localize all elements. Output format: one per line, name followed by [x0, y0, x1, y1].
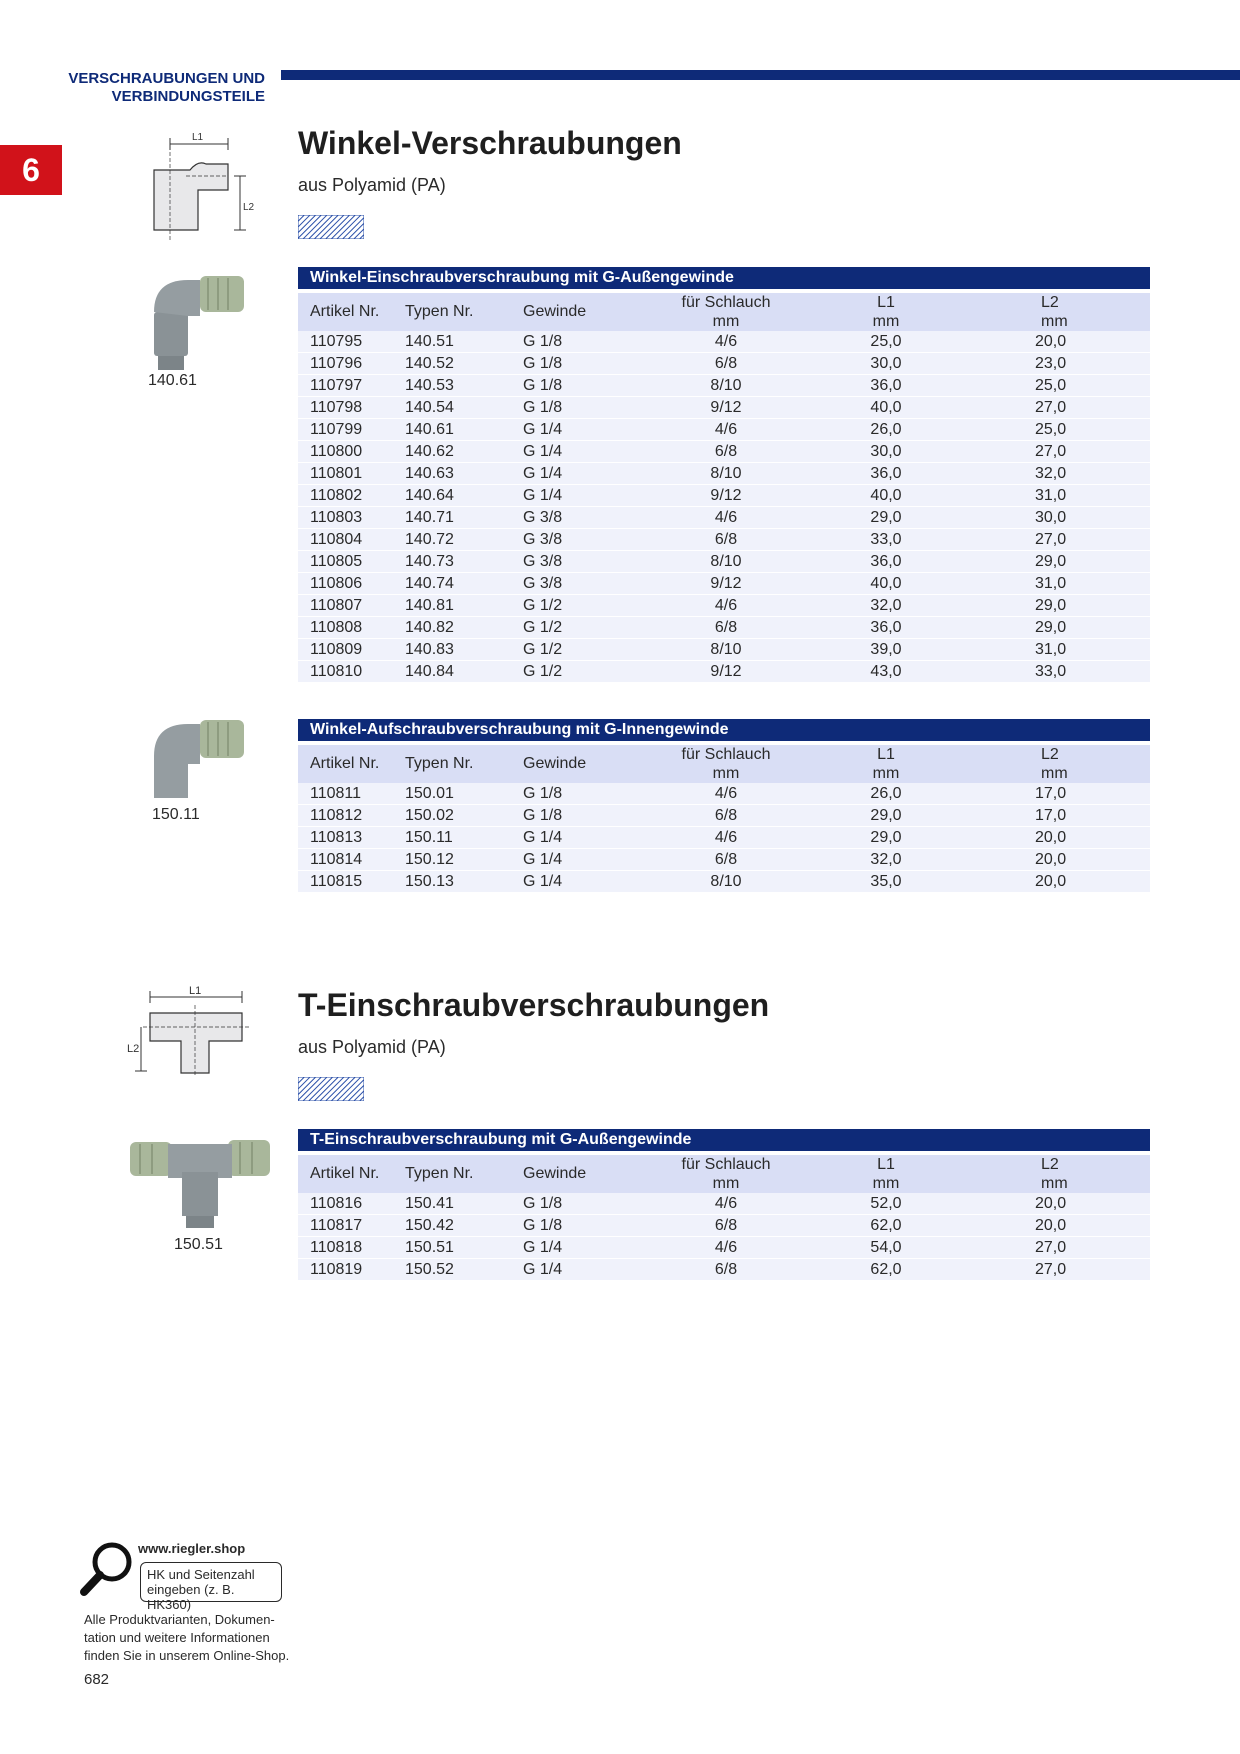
cell-gewinde: G 1/8 [511, 783, 661, 805]
cell-l1: 29,0 [791, 827, 981, 849]
cell-gewinde: G 3/8 [511, 573, 661, 595]
col-l2: L2 mm [981, 745, 1150, 783]
cell-typen: 150.42 [393, 1215, 511, 1237]
table-winkel-auf [298, 745, 1150, 893]
cell-artikel: 110803 [298, 507, 393, 529]
col-typen: Typen Nr. [393, 745, 511, 783]
table-row [298, 871, 1150, 893]
table-row [298, 353, 1150, 375]
cell-artikel: 110809 [298, 639, 393, 661]
col-schlauch: für Schlauch mm [661, 745, 791, 783]
cell-l2: 20,0 [981, 871, 1150, 893]
col-typen: Typen Nr. [393, 293, 511, 331]
cell-typen: 150.12 [393, 849, 511, 871]
cell-artikel: 110806 [298, 573, 393, 595]
cell-l1: 29,0 [791, 805, 981, 827]
table-t-ein [298, 1155, 1150, 1281]
col-artikel: Artikel Nr. [298, 1155, 393, 1193]
magnifier-icon[interactable] [78, 1540, 136, 1598]
cell-l2: 17,0 [981, 805, 1150, 827]
section-title-winkel: Winkel-Verschraubungen [298, 125, 682, 161]
drawing-l2-label-t: L2 [127, 1043, 140, 1055]
col-artikel: Artikel Nr. [298, 745, 393, 783]
search-hint-line-2: eingeben (z. B. HK360) [147, 1582, 235, 1612]
table-row [298, 1259, 1150, 1281]
cell-l2: 33,0 [981, 661, 1150, 683]
cell-schlauch: 4/6 [661, 1237, 791, 1259]
cell-l2: 30,0 [981, 507, 1150, 529]
cell-typen: 140.51 [393, 331, 511, 353]
table-row [298, 331, 1150, 353]
cell-artikel: 110799 [298, 419, 393, 441]
category-line-2: VERBINDUNGSTEILE [111, 88, 265, 105]
footer-note: Alle Produktvarianten, Dokumen- tation und weitere Informationen finden Sie in unserem Online-Shop. [84, 1612, 290, 1663]
table-title-winkel-auf: Winkel-Aufschraubverschraubung mit G-Innengewinde [298, 719, 1150, 741]
cell-l2: 20,0 [981, 849, 1150, 871]
cell-typen: 140.83 [393, 639, 511, 661]
table-row [298, 463, 1150, 485]
cell-l1: 32,0 [791, 849, 981, 871]
cell-l2: 27,0 [981, 441, 1150, 463]
cell-schlauch: 8/10 [661, 639, 791, 661]
section-subtitle-t: aus Polyamid (PA) [298, 1037, 446, 1057]
cell-gewinde: G 3/8 [511, 551, 661, 573]
cell-l2: 17,0 [981, 783, 1150, 805]
category-line-1: VERSCHRAUBUNGEN UND [68, 70, 265, 87]
table-row [298, 617, 1150, 639]
table-body-winkel-ein [298, 331, 1150, 683]
cell-typen: 150.11 [393, 827, 511, 849]
cell-artikel: 110798 [298, 397, 393, 419]
col-gewinde: Gewinde [511, 293, 661, 331]
cell-l1: 62,0 [791, 1215, 981, 1237]
table-row [298, 419, 1150, 441]
cell-artikel: 110812 [298, 805, 393, 827]
table-row [298, 507, 1150, 529]
cell-schlauch: 6/8 [661, 529, 791, 551]
table-row [298, 573, 1150, 595]
cell-typen: 140.63 [393, 463, 511, 485]
cell-l1: 62,0 [791, 1259, 981, 1281]
cell-schlauch: 6/8 [661, 353, 791, 375]
cell-typen: 150.01 [393, 783, 511, 805]
search-hint-box [140, 1562, 282, 1612]
cell-gewinde: G 1/4 [511, 463, 661, 485]
cell-typen: 140.82 [393, 617, 511, 639]
table-row [298, 595, 1150, 617]
cell-l2: 27,0 [981, 1237, 1150, 1259]
table-row [298, 1237, 1150, 1259]
cell-typen: 150.51 [393, 1237, 511, 1259]
table-body-winkel-auf [298, 783, 1150, 893]
col-l2: L2 mm [981, 293, 1150, 331]
cell-artikel: 110807 [298, 595, 393, 617]
table-row [298, 441, 1150, 463]
cell-l2: 27,0 [981, 529, 1150, 551]
col-l1: L1 mm [791, 293, 981, 331]
cell-schlauch: 6/8 [661, 1215, 791, 1237]
cell-gewinde: G 1/8 [511, 397, 661, 419]
cell-l1: 36,0 [791, 551, 981, 573]
cell-l2: 32,0 [981, 463, 1150, 485]
cell-l1: 33,0 [791, 529, 981, 551]
cell-l2: 25,0 [981, 419, 1150, 441]
cell-schlauch: 9/12 [661, 397, 791, 419]
cell-l2: 29,0 [981, 551, 1150, 573]
cell-gewinde: G 1/2 [511, 661, 661, 683]
cell-schlauch: 4/6 [661, 331, 791, 353]
cell-typen: 140.52 [393, 353, 511, 375]
cell-gewinde: G 1/8 [511, 331, 661, 353]
cell-l2: 20,0 [981, 827, 1150, 849]
cell-schlauch: 8/10 [661, 463, 791, 485]
cell-schlauch: 8/10 [661, 871, 791, 893]
table-row [298, 783, 1150, 805]
cell-l2: 27,0 [981, 1259, 1150, 1281]
cell-artikel: 110816 [298, 1193, 393, 1215]
col-typen: Typen Nr. [393, 1155, 511, 1193]
cell-gewinde: G 1/8 [511, 375, 661, 397]
cell-typen: 150.41 [393, 1193, 511, 1215]
cell-l1: 39,0 [791, 639, 981, 661]
cell-gewinde: G 1/2 [511, 639, 661, 661]
cell-artikel: 110804 [298, 529, 393, 551]
cell-schlauch: 4/6 [661, 783, 791, 805]
col-l2: L2 mm [981, 1155, 1150, 1193]
material-logo-icon [298, 1077, 364, 1101]
cell-artikel: 110797 [298, 375, 393, 397]
product-label-150-51: 150.51 [174, 1236, 223, 1253]
cell-schlauch: 6/8 [661, 617, 791, 639]
cell-schlauch: 6/8 [661, 441, 791, 463]
table-row [298, 827, 1150, 849]
cell-schlauch: 6/8 [661, 805, 791, 827]
cell-gewinde: G 1/4 [511, 1237, 661, 1259]
cell-l2: 31,0 [981, 573, 1150, 595]
product-image-150-51 [128, 1132, 273, 1232]
cell-l1: 43,0 [791, 661, 981, 683]
cell-l1: 40,0 [791, 397, 981, 419]
chapter-tab[interactable]: 6 [0, 145, 62, 195]
cell-l1: 26,0 [791, 419, 981, 441]
col-schlauch: für Schlauch mm [661, 293, 791, 331]
cell-artikel: 110813 [298, 827, 393, 849]
cell-schlauch: 8/10 [661, 375, 791, 397]
table-row [298, 397, 1150, 419]
cell-gewinde: G 1/4 [511, 485, 661, 507]
cell-artikel: 110811 [298, 783, 393, 805]
category-title [0, 70, 265, 106]
table-row [298, 1215, 1150, 1237]
cell-l2: 20,0 [981, 1215, 1150, 1237]
cell-typen: 140.64 [393, 485, 511, 507]
cell-schlauch: 6/8 [661, 849, 791, 871]
cell-schlauch: 4/6 [661, 1193, 791, 1215]
cell-l1: 36,0 [791, 375, 981, 397]
col-artikel: Artikel Nr. [298, 293, 393, 331]
cell-schlauch: 4/6 [661, 595, 791, 617]
section-title-t: T-Einschraubverschraubungen [298, 987, 770, 1023]
cell-typen: 150.02 [393, 805, 511, 827]
table-winkel-ein [298, 293, 1150, 683]
cell-typen: 140.62 [393, 441, 511, 463]
cell-l2: 29,0 [981, 617, 1150, 639]
col-gewinde: Gewinde [511, 1155, 661, 1193]
cell-typen: 140.74 [393, 573, 511, 595]
cell-l2: 23,0 [981, 353, 1150, 375]
cell-typen: 140.73 [393, 551, 511, 573]
cell-gewinde: G 1/2 [511, 617, 661, 639]
cell-artikel: 110796 [298, 353, 393, 375]
tee-dimension-drawing [125, 985, 255, 1075]
product-label-140-61: 140.61 [148, 372, 197, 389]
cell-l1: 40,0 [791, 485, 981, 507]
table-row [298, 529, 1150, 551]
cell-gewinde: G 1/8 [511, 1215, 661, 1237]
cell-gewinde: G 3/8 [511, 529, 661, 551]
table-row [298, 849, 1150, 871]
cell-l2: 29,0 [981, 595, 1150, 617]
table-row [298, 639, 1150, 661]
cell-schlauch: 9/12 [661, 485, 791, 507]
cell-gewinde: G 1/8 [511, 353, 661, 375]
cell-typen: 140.84 [393, 661, 511, 683]
cell-l2: 20,0 [981, 331, 1150, 353]
cell-artikel: 110795 [298, 331, 393, 353]
cell-typen: 140.81 [393, 595, 511, 617]
cell-l1: 32,0 [791, 595, 981, 617]
cell-l1: 29,0 [791, 507, 981, 529]
cell-gewinde: G 1/8 [511, 805, 661, 827]
cell-schlauch: 4/6 [661, 507, 791, 529]
cell-artikel: 110805 [298, 551, 393, 573]
col-gewinde: Gewinde [511, 745, 661, 783]
col-l1: L1 mm [791, 745, 981, 783]
cell-schlauch: 4/6 [661, 419, 791, 441]
shop-link[interactable]: www.riegler.shop [138, 1541, 246, 1556]
search-hint-line-1: HK und Seitenzahl [147, 1567, 255, 1582]
page-number: 682 [84, 1671, 110, 1688]
table-row [298, 485, 1150, 507]
cell-l2: 20,0 [981, 1193, 1150, 1215]
cell-typen: 150.52 [393, 1259, 511, 1281]
table-body-t-ein [298, 1193, 1150, 1281]
cell-typen: 140.61 [393, 419, 511, 441]
header-rule [281, 70, 1240, 80]
cell-l1: 26,0 [791, 783, 981, 805]
cell-l1: 40,0 [791, 573, 981, 595]
cell-gewinde: G 1/4 [511, 441, 661, 463]
cell-typen: 140.54 [393, 397, 511, 419]
cell-gewinde: G 1/4 [511, 849, 661, 871]
elbow-dimension-drawing [140, 130, 270, 240]
material-logo-icon [298, 215, 364, 239]
cell-gewinde: G 1/2 [511, 595, 661, 617]
cell-l1: 36,0 [791, 617, 981, 639]
table-row [298, 805, 1150, 827]
cell-typen: 150.13 [393, 871, 511, 893]
cell-artikel: 110810 [298, 661, 393, 683]
cell-gewinde: G 1/4 [511, 419, 661, 441]
cell-typen: 140.71 [393, 507, 511, 529]
cell-l1: 30,0 [791, 441, 981, 463]
cell-schlauch: 8/10 [661, 551, 791, 573]
cell-l1: 25,0 [791, 331, 981, 353]
col-l1: L1 mm [791, 1155, 981, 1193]
cell-artikel: 110817 [298, 1215, 393, 1237]
section-subtitle-winkel: aus Polyamid (PA) [298, 175, 446, 195]
table-title-t-ein: T-Einschraubverschraubung mit G-Außengewinde [298, 1129, 1150, 1151]
cell-l1: 36,0 [791, 463, 981, 485]
cell-schlauch: 6/8 [661, 1259, 791, 1281]
product-label-150-11: 150.11 [152, 806, 200, 823]
cell-schlauch: 9/12 [661, 573, 791, 595]
cell-l1: 52,0 [791, 1193, 981, 1215]
cell-gewinde: G 1/4 [511, 827, 661, 849]
drawing-l1-label: L1 [192, 132, 204, 143]
cell-gewinde: G 3/8 [511, 507, 661, 529]
cell-l1: 35,0 [791, 871, 981, 893]
cell-gewinde: G 1/4 [511, 871, 661, 893]
cell-schlauch: 9/12 [661, 661, 791, 683]
table-row [298, 661, 1150, 683]
cell-l2: 27,0 [981, 397, 1150, 419]
cell-schlauch: 4/6 [661, 827, 791, 849]
cell-artikel: 110818 [298, 1237, 393, 1259]
table-row [298, 1193, 1150, 1215]
cell-artikel: 110802 [298, 485, 393, 507]
cell-artikel: 110800 [298, 441, 393, 463]
cell-artikel: 110801 [298, 463, 393, 485]
cell-gewinde: G 1/8 [511, 1193, 661, 1215]
cell-l1: 30,0 [791, 353, 981, 375]
table-row [298, 375, 1150, 397]
cell-l2: 31,0 [981, 639, 1150, 661]
cell-typen: 140.53 [393, 375, 511, 397]
cell-artikel: 110819 [298, 1259, 393, 1281]
cell-typen: 140.72 [393, 529, 511, 551]
cell-artikel: 110808 [298, 617, 393, 639]
cell-gewinde: G 1/4 [511, 1259, 661, 1281]
drawing-l2-label: L2 [243, 202, 255, 213]
col-schlauch: für Schlauch mm [661, 1155, 791, 1193]
table-row [298, 551, 1150, 573]
product-image-140-61 [148, 272, 248, 372]
cell-l2: 25,0 [981, 375, 1150, 397]
cell-artikel: 110814 [298, 849, 393, 871]
cell-l1: 54,0 [791, 1237, 981, 1259]
drawing-l1-label-t: L1 [189, 985, 202, 997]
table-title-winkel-ein: Winkel-Einschraubverschraubung mit G-Außengewinde [298, 267, 1150, 289]
cell-artikel: 110815 [298, 871, 393, 893]
product-image-150-11 [148, 716, 248, 806]
cell-l2: 31,0 [981, 485, 1150, 507]
